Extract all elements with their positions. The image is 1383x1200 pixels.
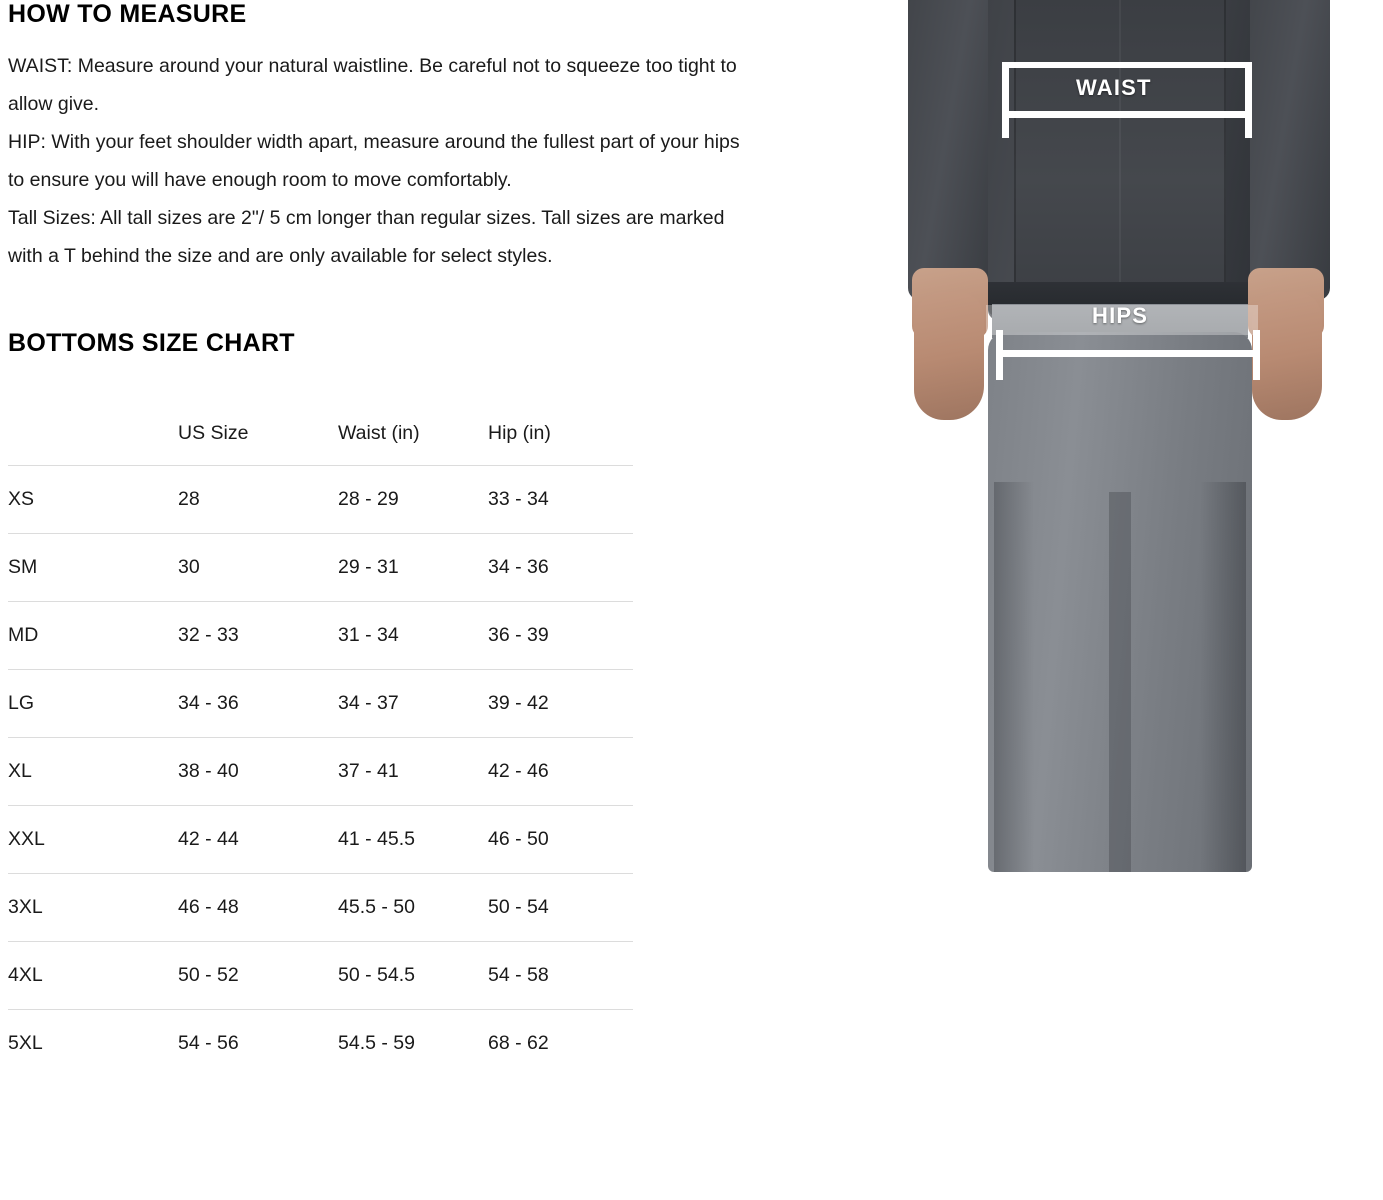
measurement-photo (880, 0, 1383, 1200)
cell-waist: 34 - 37 (338, 691, 399, 714)
waist-guide-left-riser (1002, 62, 1009, 96)
cell-waist: 41 - 45.5 (338, 827, 415, 850)
cell-hip: 46 - 50 (488, 827, 549, 850)
waist-measure-bar (1002, 111, 1252, 118)
cell-hip: 36 - 39 (488, 623, 549, 646)
cell-hip: 34 - 36 (488, 555, 549, 578)
left-content-column (0, 0, 760, 1077)
waist-label: WAIST (1076, 75, 1152, 100)
cell-hip: 54 - 58 (488, 963, 549, 986)
left-leg-shading (994, 482, 1034, 872)
cell-us-size: 28 (178, 487, 200, 510)
cell-size: XXL (8, 827, 45, 850)
cell-us-size: 38 - 40 (178, 759, 239, 782)
cell-size: 3XL (8, 895, 43, 918)
hips-tick-left (996, 330, 1003, 380)
cell-hip: 68 - 62 (488, 1031, 549, 1054)
model-right-hand (1252, 292, 1322, 420)
hips-tick-right (1253, 330, 1260, 380)
model-shirt (988, 0, 1250, 320)
cell-waist: 54.5 - 59 (338, 1031, 415, 1054)
cell-size: SM (8, 555, 38, 578)
cell-us-size: 50 - 52 (178, 963, 239, 986)
cell-waist: 50 - 54.5 (338, 963, 415, 986)
measure-paragraph-waist: WAIST: Measure around your natural waistline. Be careful not to squeeze too tight to allow give. (8, 54, 737, 115)
table-row (8, 737, 633, 805)
cell-size: 4XL (8, 963, 43, 986)
shirt-center-seam (1119, 0, 1121, 300)
table-row (8, 601, 633, 669)
column-header-us-size: US Size (178, 421, 249, 444)
how-to-measure-heading: HOW TO MEASURE (8, 0, 247, 28)
model-left-hand (914, 292, 984, 420)
cell-size: LG (8, 691, 35, 714)
table-header-row (8, 400, 633, 466)
cell-waist: 31 - 34 (338, 623, 399, 646)
cell-size: MD (8, 623, 39, 646)
cell-us-size: 32 - 33 (178, 623, 239, 646)
waist-tick-left (1002, 92, 1009, 138)
waist-guide-top-rule (1002, 62, 1252, 68)
cell-waist: 28 - 29 (338, 487, 399, 510)
model-tights (988, 332, 1252, 872)
cell-size: XL (8, 759, 32, 782)
model-right-arm (1244, 0, 1330, 300)
hips-measure-bar (996, 350, 1260, 357)
table-header (8, 400, 633, 466)
cell-waist: 29 - 31 (338, 555, 399, 578)
cell-us-size: 34 - 36 (178, 691, 239, 714)
cell-size: 5XL (8, 1031, 43, 1054)
bottoms-size-chart-heading: BOTTOMS SIZE CHART (8, 328, 295, 357)
column-header-size (8, 400, 178, 466)
cell-waist: 45.5 - 50 (338, 895, 415, 918)
cell-hip: 50 - 54 (488, 895, 549, 918)
table-row (8, 1009, 633, 1077)
table-body (8, 465, 633, 1077)
table-row (8, 669, 633, 737)
measure-paragraph-hip: HIP: With your feet shoulder width apart, measure around the fullest part of your hips to ensure you will have enough room to move comfortably. (8, 130, 740, 191)
inseam-shadow (1109, 492, 1131, 872)
how-to-measure-text (8, 47, 750, 275)
waist-tick-right (1245, 92, 1252, 138)
model-left-arm (908, 0, 994, 300)
cell-waist: 37 - 41 (338, 759, 399, 782)
column-header-waist-in: Waist (in) (338, 421, 420, 444)
table-row (8, 941, 633, 1009)
hips-label: HIPS (1092, 303, 1149, 328)
table-row (8, 533, 633, 601)
bottoms-size-table (8, 400, 633, 1077)
table-row (8, 873, 633, 941)
table-row (8, 465, 633, 533)
cell-us-size: 30 (178, 555, 200, 578)
cell-size: XS (8, 487, 35, 510)
table-row (8, 805, 633, 873)
measure-paragraph-tall: Tall Sizes: All tall sizes are 2"/ 5 cm longer than regular sizes. Tall sizes are marked with a T behind the size and are only available for select styles. (8, 206, 725, 267)
cell-us-size: 42 - 44 (178, 827, 239, 850)
waist-guide-right-riser (1245, 62, 1252, 96)
cell-hip: 39 - 42 (488, 691, 549, 714)
cell-hip: 33 - 34 (488, 487, 549, 510)
cell-hip: 42 - 46 (488, 759, 549, 782)
right-leg-shading (1200, 482, 1246, 872)
cell-us-size: 46 - 48 (178, 895, 239, 918)
cell-us-size: 54 - 56 (178, 1031, 239, 1054)
column-header-hip-in: Hip (in) (488, 421, 551, 444)
